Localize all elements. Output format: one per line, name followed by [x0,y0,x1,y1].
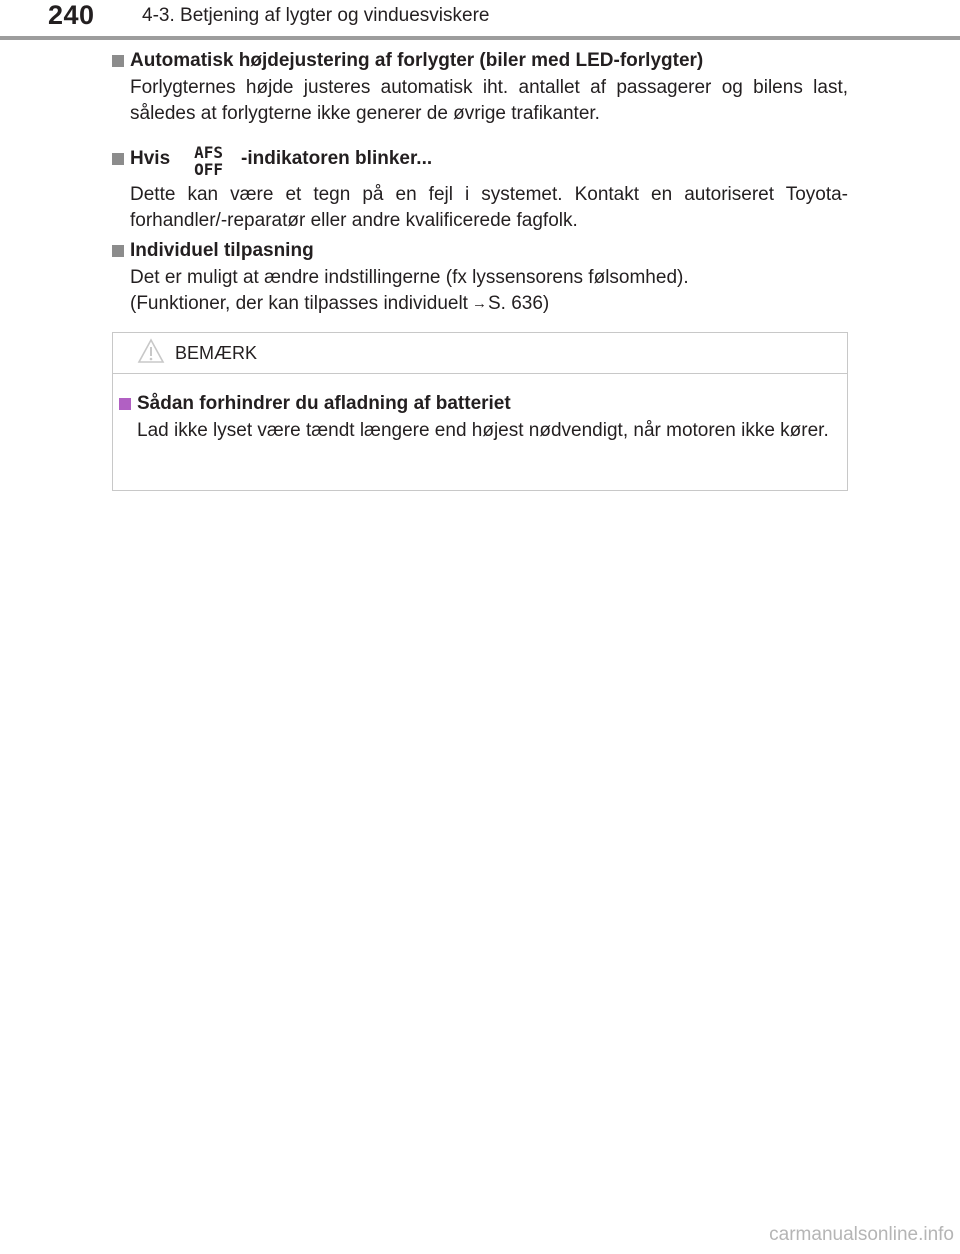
afs-icon-line1: AFS [194,143,224,162]
section-heading [112,48,848,74]
page-number: 240 [48,0,95,30]
notice-box [112,332,848,491]
section-body: Forlygternes højde justeres automatisk iht. antallet af passagerer og bilens last, således at forlygterne ikke generer de øvrige trafikanter. [130,77,848,124]
notice-header [113,333,847,374]
section-body: Dette kan være et tegn på en fejl i systemet. Kontakt en autoriseret Toyota-forhandler/-reparatør eller andre kvalificerede fagfolk. [130,184,848,231]
body-line-text: (Funktioner, der kan tilpasses individuelt [130,293,468,314]
header-rule [0,36,960,40]
warning-triangle-icon [137,338,165,369]
section-body [130,265,848,318]
notice-heading [119,391,839,417]
section-heading-post: -indikatoren blinker... [241,148,433,169]
chapter-title: 4-3. Betjening af lygter og vinduesviskere [142,5,490,26]
section-customization [112,238,848,318]
notice-section [119,391,839,444]
section-afs-indicator [112,140,848,234]
bullet-square-icon [112,55,124,67]
bullet-square-icon [112,245,124,257]
right-arrow-icon: → [471,295,487,312]
section-heading-pre: Hvis [130,148,171,169]
bullet-square-icon [112,153,124,165]
body-line-reference [130,291,848,318]
body-line: Det er muligt at ændre indstillingerne (fx lyssensorens følsomhed). [130,267,689,288]
notice-heading-text: Sådan forhindrer du afladning af batteriet [137,393,511,414]
section-heading-text: Individuel tilpasning [130,240,314,261]
section-auto-leveling [112,48,848,127]
notice-label: BEMÆRK [175,342,258,363]
watermark: carmanualsonline.info [769,1224,954,1245]
section-heading-text: Automatisk højdejustering af forlygter (biler med LED-forlygter) [130,50,704,71]
notice-body: Lad ikke lyset være tændt længere end højest nødvendigt, når motoren ikke kører. [137,420,829,441]
afs-icon-line2: OFF [194,160,224,179]
bullet-square-icon [119,398,131,410]
section-heading [112,238,848,264]
page-reference-link[interactable]: S. 636) [487,293,550,314]
section-heading [112,140,848,178]
afs-off-indicator-icon [194,144,223,178]
